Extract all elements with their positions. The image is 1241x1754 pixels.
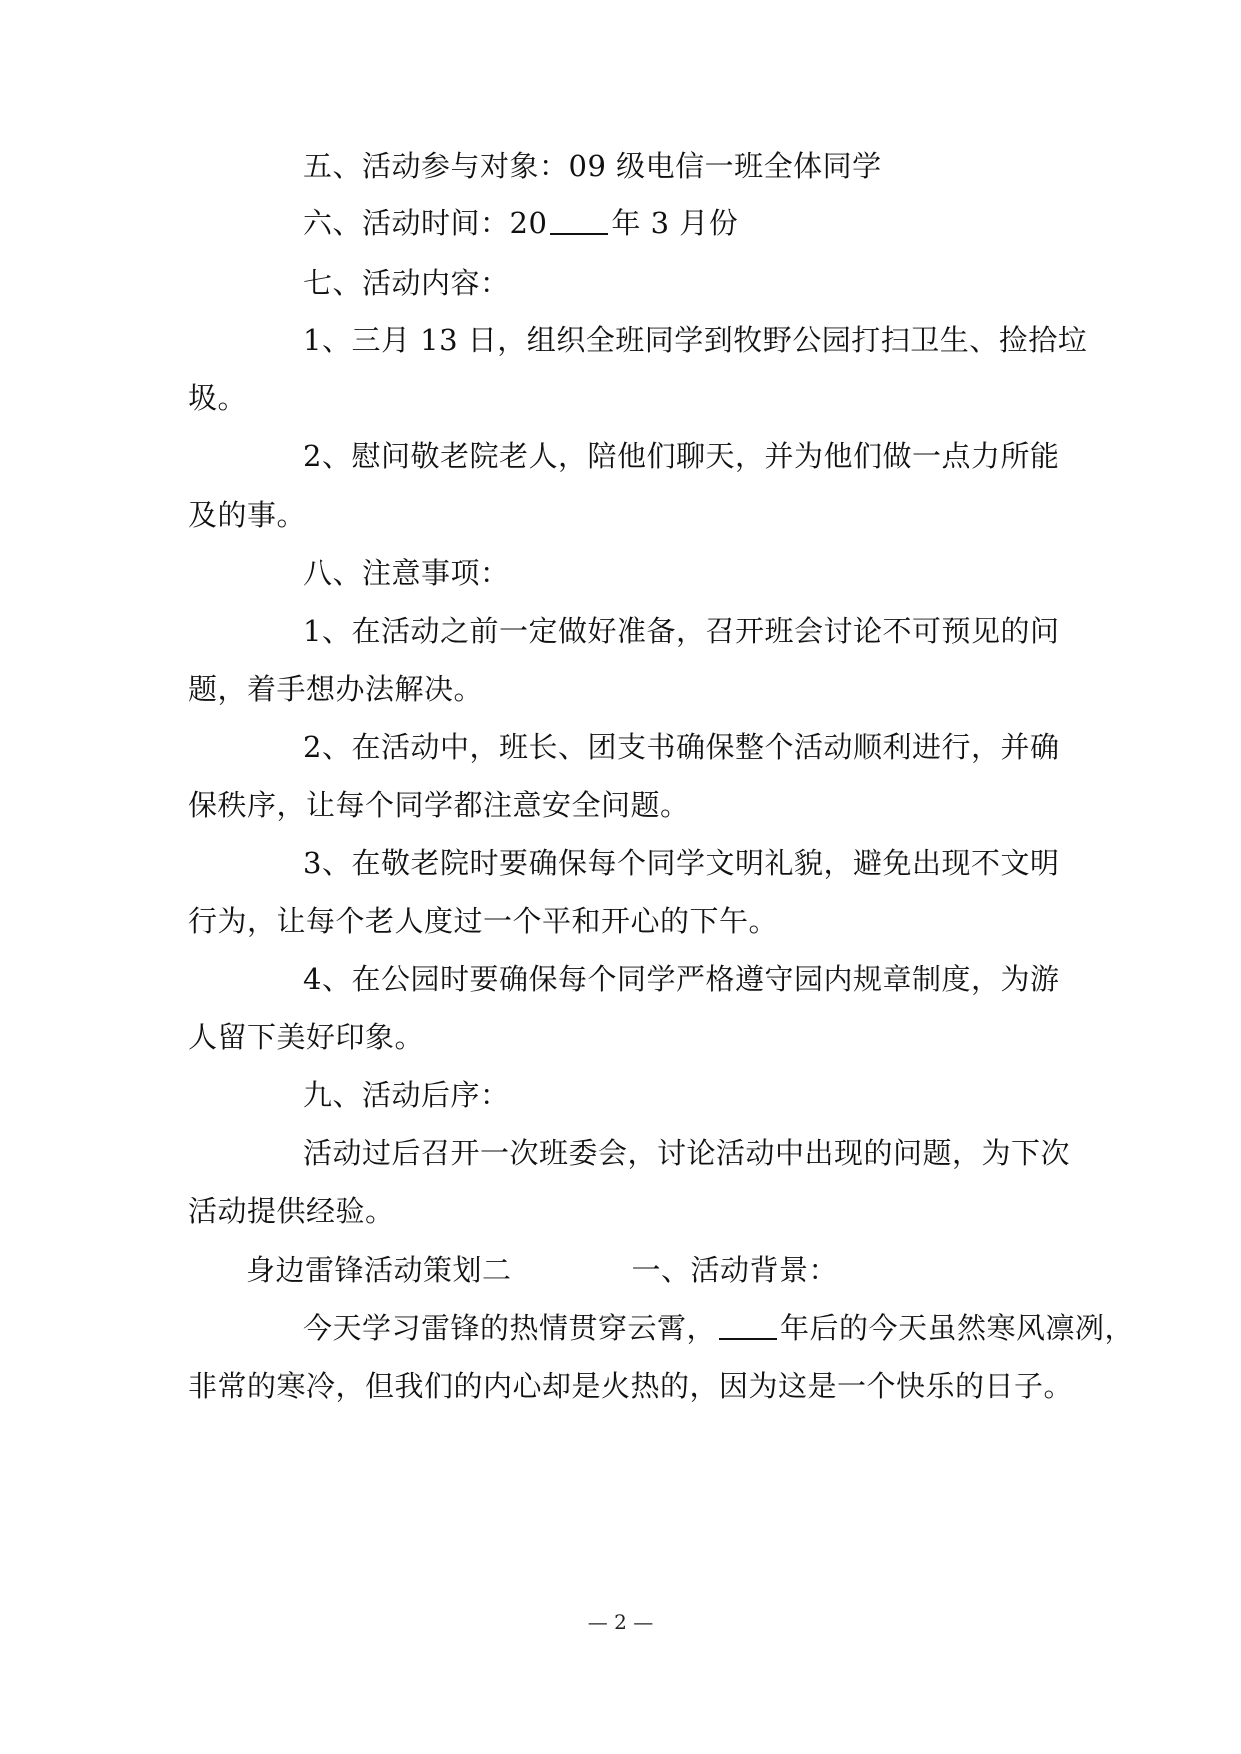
- text-line: 年 3 月份: [611, 206, 739, 240]
- fill-in-blank: [550, 207, 608, 235]
- section-title-line: [0, 1250, 1241, 1290]
- heading-content: [0, 263, 1241, 303]
- text-line: 九、活动后序：: [303, 1078, 510, 1112]
- text-line: 人留下美好印象。: [188, 1020, 425, 1054]
- text-line: 行为，让每个老人度过一个平和开心的下午。: [188, 904, 779, 938]
- text-line: 年后的今天虽然寒风凛冽，: [780, 1311, 1135, 1345]
- text-line: 七、活动内容：: [303, 266, 510, 300]
- text-line: 活动过后召开一次班委会，讨论活动中出现的问题，为下次: [303, 1136, 1071, 1170]
- text-line: 3、在敬老院时要确保每个同学文明礼貌，避免出现不文明: [303, 846, 1060, 880]
- text-line: 2、在活动中，班长、团支书确保整个活动顺利进行，并确: [303, 730, 1060, 764]
- paragraph-note-1: [0, 611, 1241, 651]
- paragraph-note-2-cont: [0, 785, 1241, 825]
- text-line: 今天学习雷锋的热情贯穿云霄，: [303, 1311, 717, 1345]
- text-line: 1、三月 13 日，组织全班同学到牧野公园打扫卫生、捡拾垃: [303, 323, 1088, 357]
- paragraph-item-2: [0, 436, 1241, 476]
- paragraph-item-2-cont: [0, 495, 1241, 535]
- text-line: 2、慰问敬老院老人，陪他们聊天，并为他们做一点力所能: [303, 439, 1060, 473]
- paragraph-note-1-cont: [0, 669, 1241, 709]
- text-line: 六、活动时间：20: [303, 206, 548, 240]
- paragraph-item-1-cont: [0, 378, 1241, 418]
- paragraph-item-1: [0, 320, 1241, 360]
- text-line: 4、在公园时要确保每个同学严格遵守园内规章制度，为游: [303, 962, 1060, 996]
- paragraph-participants: [0, 146, 1241, 186]
- paragraph-time: [0, 203, 1241, 243]
- text-line: 活动提供经验。: [188, 1194, 395, 1228]
- paragraph-note-2: [0, 727, 1241, 767]
- text-line: 非常的寒冷，但我们的内心却是火热的，因为这是一个快乐的日子。: [188, 1369, 1074, 1403]
- fill-in-blank: [719, 1312, 777, 1340]
- paragraph-background: [0, 1308, 1241, 1348]
- text-line: 保秩序，让每个同学都注意安全问题。: [188, 788, 690, 822]
- paragraph-followup: [0, 1133, 1241, 1173]
- text-line: 圾。: [188, 381, 248, 415]
- paragraph-note-4-cont: [0, 1017, 1241, 1057]
- text-line: 五、活动参与对象：09 级电信一班全体同学: [303, 149, 882, 183]
- text-line: 1、在活动之前一定做好准备，召开班会讨论不可预见的问: [303, 614, 1060, 648]
- text-line: 八、注意事项：: [303, 556, 510, 590]
- paragraph-note-4: [0, 959, 1241, 999]
- paragraph-background-cont: [0, 1366, 1241, 1406]
- heading-followup: [0, 1075, 1241, 1115]
- page-number: — 2 —: [587, 1610, 654, 1634]
- paragraph-note-3: [0, 843, 1241, 883]
- paragraph-note-3-cont: [0, 901, 1241, 941]
- heading-notes: [0, 553, 1241, 593]
- text-line: 题，着手想办法解决。: [188, 672, 484, 706]
- section-title: 身边雷锋活动策划二: [246, 1253, 512, 1287]
- text-line: 及的事。: [188, 498, 307, 532]
- paragraph-followup-cont: [0, 1191, 1241, 1231]
- section-heading: 一、活动背景：: [631, 1253, 839, 1287]
